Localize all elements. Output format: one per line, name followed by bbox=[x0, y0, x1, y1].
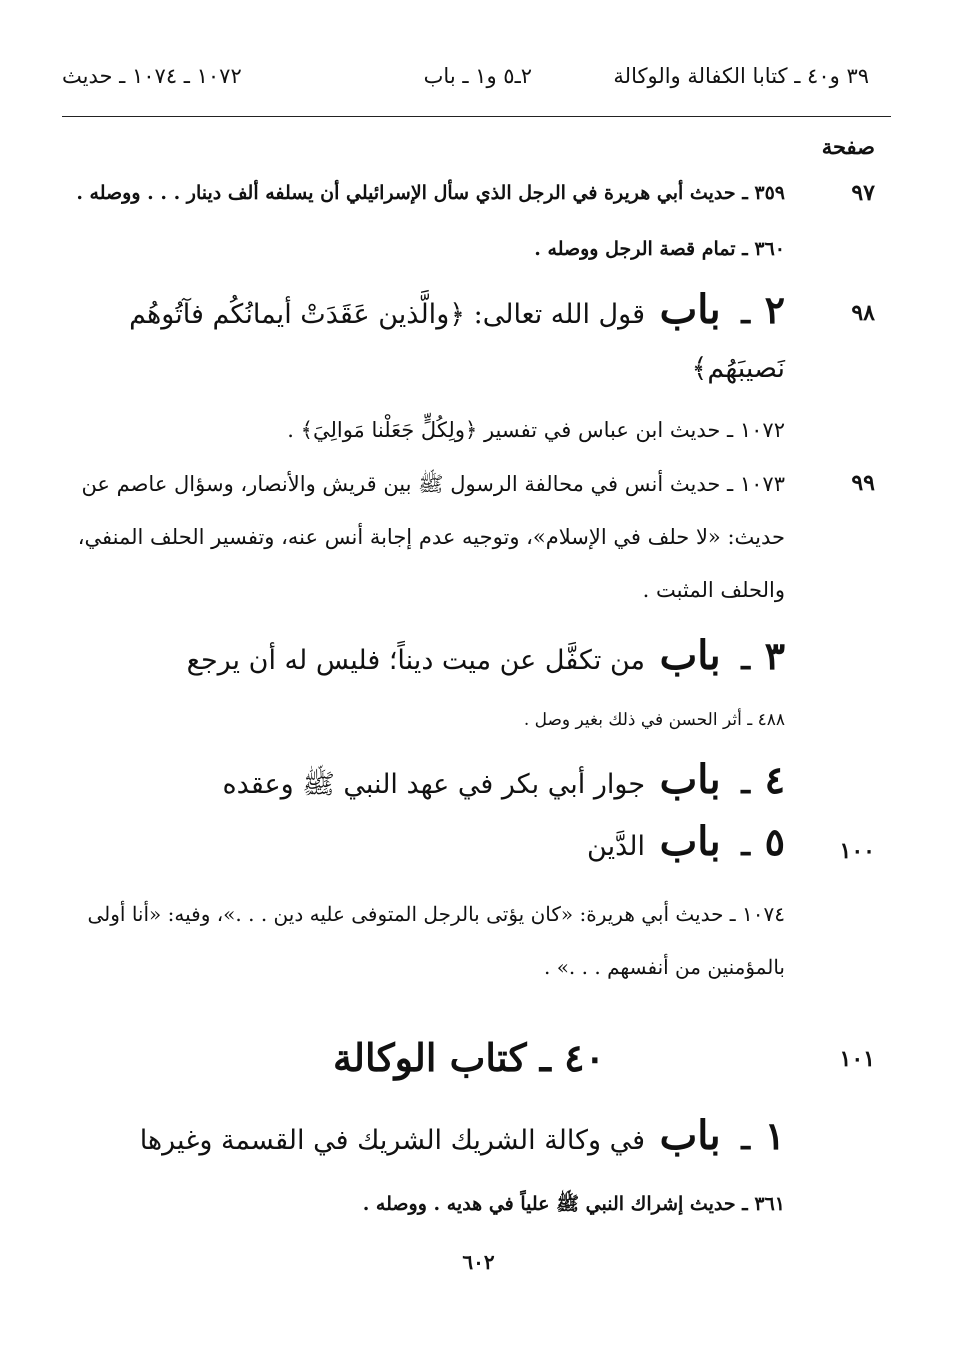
bab-k1-title: في وكالة الشريك الشريك في القسمة وغيرها bbox=[139, 1125, 646, 1156]
hadith-359: ٣٥٩ ـ حديث أبي هريرة في الرجل الذي سأل الإسرائيلي أن يسلفه ألف دينار . . . ووصله . bbox=[76, 182, 785, 204]
kitab-40-title: ٤٠ ـ كتاب الوكالة bbox=[333, 1035, 605, 1080]
hadith-360: ٣٦٠ ـ تمام قصة الرجل ووصله . bbox=[534, 238, 785, 260]
bab-2-title: قول الله تعالى: ﴿والَّذين عَقَدَتْ أيمانُكُم فآتُوهُم نَصيبَهُم﴾ bbox=[129, 299, 785, 384]
bab-5-number: ٥ bbox=[764, 819, 785, 864]
footer-page-number: ٦٠٢ bbox=[462, 1250, 495, 1274]
bab-4-dash: ـ bbox=[741, 766, 750, 801]
hadith-1073: ١٠٧٣ ـ حديث أنس في محالفة الرسول ﷺ بين قريش والأنصار، وسؤال عاصم عن حديث: «لا حلف في الإسلام»، وتوجيه عدم إجابة أنس عنه، وتفسير الحلف المنفي، والحلف المثبت . bbox=[77, 472, 785, 602]
bab-3-title: من تكفَّل عن ميت ديناً؛ فليس له أن يرجع bbox=[186, 645, 646, 676]
bab-2-dash: ـ bbox=[741, 296, 750, 331]
bab-3-dash: ـ bbox=[741, 642, 750, 677]
bab-5-dash: ـ bbox=[741, 828, 750, 863]
page-number-98: ٩٨ bbox=[851, 300, 875, 326]
bab-5-word: باب bbox=[659, 818, 721, 865]
bab-3-number: ٣ bbox=[764, 633, 785, 678]
page-number-99: ٩٩ bbox=[851, 470, 875, 496]
bab-3-heading bbox=[187, 632, 785, 679]
bab-4-title: جوار أبي بكر في عهد النبي ﷺ وعقده bbox=[222, 769, 646, 800]
hadith-361: ٣٦١ ـ حديث إشراك النبي ﷺ علياً في هديه . ووصله . bbox=[362, 1193, 785, 1215]
athar-488: ٤٨٨ ـ أثر الحسن في ذلك بغير وصل . bbox=[523, 710, 785, 730]
bab-5-title: الدَّين bbox=[587, 831, 646, 862]
header-chapter-range: ٢ـ٥ و١ ـ باب bbox=[423, 64, 532, 88]
page-number-97: ٩٧ bbox=[851, 180, 875, 206]
header-divider bbox=[62, 116, 891, 117]
bab-5-heading bbox=[587, 818, 785, 865]
bab-k1-word: باب bbox=[659, 1112, 721, 1159]
page-number-100: ١٠٠ bbox=[839, 838, 875, 864]
bab-2-heading bbox=[70, 283, 785, 396]
bab-2-number: ٢ bbox=[764, 287, 785, 332]
hadith-1074: ١٠٧٤ ـ حديث أبي هريرة: «كان يؤتى بالرجل المتوفى عليه دين . . .»، وفيه: «أنا أولى بالمؤمنين من أنفسهم . . .» . bbox=[87, 902, 785, 979]
page-column-label: صفحة bbox=[821, 134, 875, 159]
page-number-101: ١٠١ bbox=[839, 1046, 875, 1072]
bab-4-heading bbox=[223, 756, 786, 807]
header-hadith-range: ١٠٧٢ ـ ١٠٧٤ ـ حديث bbox=[62, 64, 242, 88]
bab-k1-dash: ـ bbox=[741, 1122, 750, 1157]
bab-4-number: ٤ bbox=[764, 757, 785, 802]
header-book-title: ٣٩ و٤٠ ـ كتابا الكفالة والوكالة bbox=[613, 64, 869, 88]
bab-3-word: باب bbox=[659, 632, 721, 679]
bab-k1-number: ١ bbox=[764, 1113, 785, 1158]
hadith-1072: ١٠٧٢ ـ حديث ابن عباس في تفسير ﴿ولِكُلٍّ جَعَلْنا مَوالِيَ﴾ . bbox=[287, 418, 785, 442]
bab-k1-heading bbox=[140, 1112, 785, 1159]
bab-4-word: باب bbox=[659, 756, 721, 803]
bab-2-word: باب bbox=[659, 286, 721, 333]
